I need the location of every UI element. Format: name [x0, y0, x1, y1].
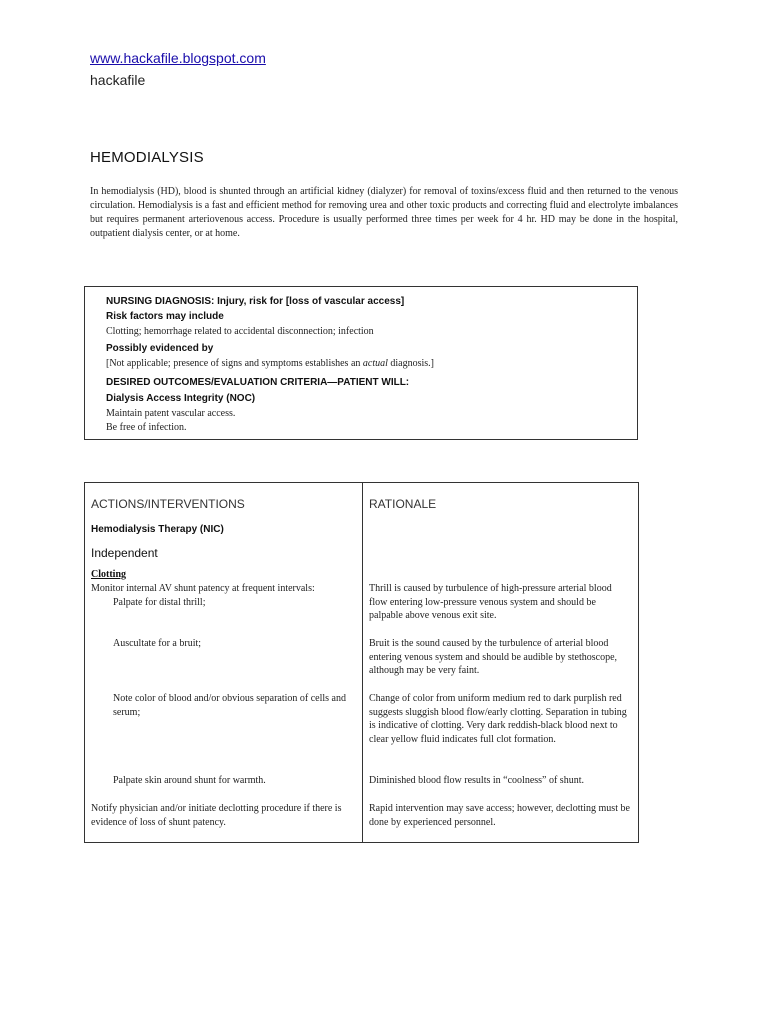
- column-divider: [362, 483, 363, 842]
- evidence-text-before: [Not applicable; presence of signs and symptoms establishes an: [106, 358, 363, 369]
- diagnosis-heading: NURSING DIAGNOSIS: Injury, risk for [loss of vascular access]: [106, 296, 405, 307]
- action-text: Monitor internal AV shunt patency at frequent intervals:: [91, 583, 315, 594]
- rationale-text: Thrill is caused by turbulence of high-pressure arterial blood flow entering low-pressure venous system and should be palpable above venous exit site.: [369, 583, 612, 622]
- nic-label: Hemodialysis Therapy (NIC): [91, 524, 224, 535]
- rationale-text: Change of color from uniform medium red to dark purplish red suggests sluggish blood flow/early clotting. Separation in tubing is indicative of clotting. Very dark reddish-black blood next to clear yellow fluid indicates full clot formation.: [369, 693, 627, 745]
- risk-factors-text: Clotting; hemorrhage related to accidental disconnection; infection: [106, 326, 374, 337]
- independent-label: Independent: [91, 546, 158, 560]
- page-title: HEMODIALYSIS: [90, 149, 204, 166]
- column-header-actions: ACTIONS/INTERVENTIONS: [91, 497, 245, 511]
- nursing-diagnosis-box: [84, 286, 638, 440]
- outcomes-heading: DESIRED OUTCOMES/EVALUATION CRITERIA—PATIENT WILL:: [106, 377, 410, 388]
- site-link[interactable]: www.hackafile.blogspot.com: [90, 50, 266, 66]
- column-header-rationale: RATIONALE: [369, 497, 437, 511]
- intro-paragraph: In hemodialysis (HD), blood is shunted through an artificial kidney (dialyzer) for removal of toxins/excess fluid and then returned to the venous circulation. Hemodialysis is a fast and efficient method for removing urea and other toxic products and correcting fluid and electrolyte imbalances but requires permanent arteriovenous access. Procedure is usually performed three times per week for 4 hr. HD may be done in the hospital, outpatient dialysis center, or at home.: [90, 186, 678, 239]
- action-text: Palpate skin around shunt for warmth.: [113, 775, 266, 786]
- action-text: Auscultate for a bruit;: [113, 638, 202, 649]
- rationale-text: Diminished blood flow results in “coolness” of shunt.: [369, 775, 584, 786]
- site-name: hackafile: [90, 72, 146, 88]
- evidence-text: [106, 358, 434, 369]
- action-text: Note color of blood and/or obvious separation of cells and serum;: [113, 693, 346, 718]
- evidence-text-italic: actual: [362, 358, 388, 369]
- evidence-text-after: diagnosis.]: [387, 358, 434, 369]
- evidence-label: Possibly evidenced by: [106, 343, 214, 354]
- action-text: Notify physician and/or initiate declotting procedure if there is evidence of loss of shunt patency.: [91, 803, 342, 828]
- outcome-item: Maintain patent vascular access.: [106, 408, 236, 419]
- action-subtext: Palpate for distal thrill;: [113, 597, 206, 608]
- interventions-table: [84, 482, 639, 843]
- risk-factors-label: Risk factors may include: [106, 311, 224, 322]
- noc-label: Dialysis Access Integrity (NOC): [106, 393, 256, 404]
- rationale-text: Bruit is the sound caused by the turbulence of arterial blood entering venous system and should be audible by stethoscope, although may be very faint.: [369, 638, 618, 677]
- clotting-label: Clotting: [91, 569, 126, 580]
- rationale-text: Rapid intervention may save access; however, declotting must be done by experienced personnel.: [369, 803, 630, 828]
- outcome-item: Be free of infection.: [106, 422, 187, 433]
